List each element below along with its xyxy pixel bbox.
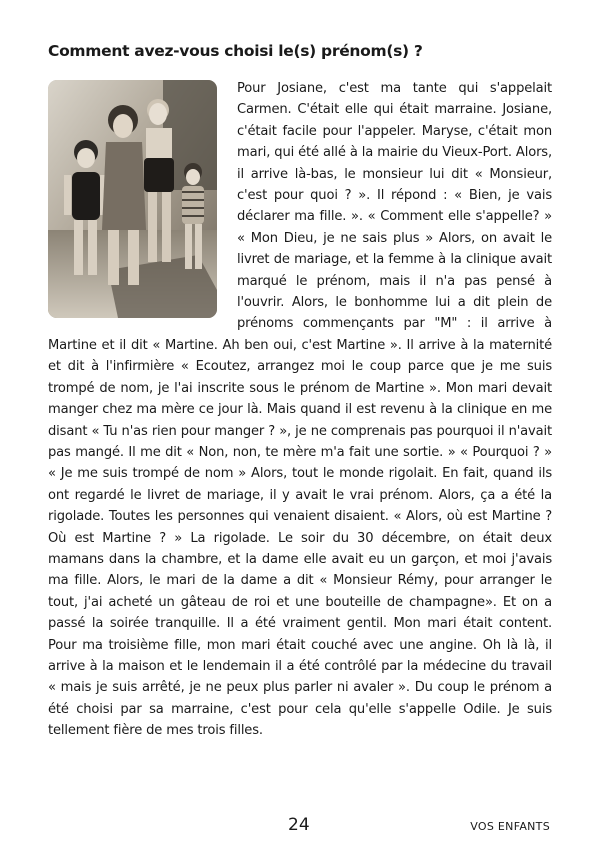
article (48, 78, 552, 742)
page-number: 24 (288, 815, 310, 835)
article-body: Pour Josiane, c'est ma tante qui s'appelait Carmen. C'était elle qui était marraine. Josiane, c'était facile pour l'appeler. Maryse, c'était mon mari, qui été allé à la mairie du Vieux-Port. Alors, il arrive là-bas, le monsieur lui dit « Monsieur, c'est pour quoi ? ». Il répond : « Bien, je vais déclarer ma fille. ». « Comment elle s'appelle? » « Mon Dieu, je ne sais plus » Alors, on avait le livret de mariage, et la femme à la clinique avait marqué le prénom, mais il n'a pas pensé à l'ouvrir. Alors, le bonhomme lui a dit plein de prénoms commençants par "M" : il arrive à Martine et il dit « Martine. Ah ben oui, c'est Martine ». Il arrive à la maternité et dit à l'infirmière « Ecoutez, arrangez moi le coup parce que je me suis trompé de nom, je l'ai inscrite sous le prénom de Martine ». Mon mari devait manger chez ma mère ce jour là. Mais quand il est revenu à la clinique en me disant « Tu n'as rien pour manger ? », je ne comprenais pas pourquoi il n'avait pas mangé. Il me dit « Non, non, te mère m'a fait une sortie. » « Pourquoi ? » « Je me suis trompé de nom » Alors, tout le monde rigolait. En fait, quand ils ont regardé le livret de mariage, il y avait le vrai prénom. Alors, ça a été la rigolade. Toutes les personnes qui venaient disaient. « Alors, où est Martine ? Où est Martine ? » La rigolade. Le soir du 30 décembre, on était deux mamans dans la chambre, et la dame elle avait eu un garçon, et moi j'avais ma fille. Alors, le mari de la dame a dit « Monsieur Rémy, pour arranger le tout, j'ai acheté un gâteau de roi et une bouteille de champagne». Et on a passé la soirée tranquille. Il a été vraiment gentil. Mon mari était content. Pour ma troisième fille, mon mari était couché avec une angine. Oh là là, il arrive à la maison et le lendemain il a été contrôlé par la médecine du travail « mais je suis arrêté, je ne peux plus parler ni avaler ». Du coup le prénom a été choisi par sa marraine, c'est pour cela qu'elle s'appelle Odile. Je suis tellement fière de mes trois filles. (48, 81, 552, 739)
page-heading: Comment avez-vous choisi le(s) prénom(s) ? (48, 42, 423, 60)
section-label: VOS ENFANTS (470, 820, 550, 833)
family-photo (48, 80, 217, 318)
